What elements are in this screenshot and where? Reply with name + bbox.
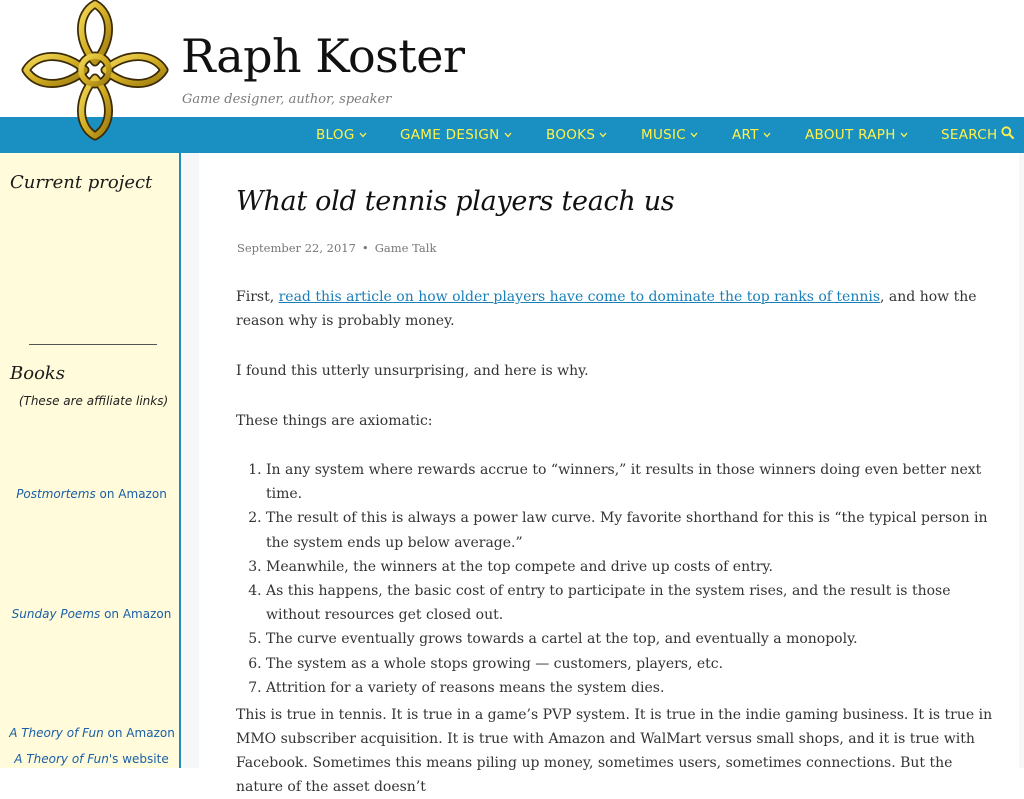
chevron-down-icon bbox=[690, 132, 698, 138]
paragraph-2: I found this utterly unsurprising, and here is why. bbox=[236, 363, 589, 379]
chevron-down-icon bbox=[504, 132, 512, 138]
nav-item-art[interactable] bbox=[732, 117, 771, 153]
sidebar-heading-current-project: Current project bbox=[10, 172, 153, 193]
nav-item-music[interactable] bbox=[641, 117, 698, 153]
post-meta bbox=[237, 241, 436, 255]
sidebar-heading-books: Books bbox=[10, 363, 66, 384]
nav-item-books[interactable] bbox=[546, 117, 607, 153]
book-title: A Theory of Fun bbox=[14, 752, 109, 766]
nav-item-label: BOOKS bbox=[546, 127, 596, 143]
site-tagline: Game designer, author, speaker bbox=[182, 92, 392, 107]
nav-item-search[interactable] bbox=[941, 117, 1014, 153]
nav-item-label: BLOG bbox=[316, 127, 355, 143]
list-item: 5. The curve eventually grows towards a cartel at the top, and eventually a monopoly. bbox=[266, 627, 996, 651]
nav-item-game-design[interactable] bbox=[400, 117, 512, 153]
sidebar-link-sunday-poems[interactable] bbox=[0, 608, 183, 621]
celtic-knot-logo-icon[interactable] bbox=[22, 0, 168, 140]
nav-item-label: SEARCH bbox=[941, 127, 998, 143]
intro-prefix: First, bbox=[236, 289, 279, 305]
affiliate-note: (These are affiliate links) bbox=[18, 394, 169, 408]
chevron-down-icon bbox=[900, 132, 908, 138]
chevron-down-icon bbox=[359, 132, 367, 138]
intro-paragraph bbox=[236, 285, 996, 333]
tennis-article-link[interactable]: read this article on how older players have come to dominate the top ranks of tennis bbox=[278, 289, 881, 305]
site-title[interactable]: Raph Koster bbox=[181, 29, 465, 83]
chevron-down-icon bbox=[763, 132, 771, 138]
link-suffix: on Amazon bbox=[103, 726, 175, 740]
list-item: 2. The result of this is always a power law curve. My favorite shorthand for this is “the typical person in the system ends up below average.” bbox=[266, 506, 996, 554]
sidebar-link-theory-of-fun-website[interactable] bbox=[0, 753, 183, 766]
book-title: A Theory of Fun bbox=[9, 726, 104, 740]
sidebar-divider bbox=[29, 344, 157, 345]
search-icon bbox=[1001, 117, 1014, 153]
sidebar-link-theory-of-fun-amazon[interactable] bbox=[4, 727, 180, 740]
nav-item-about-raph[interactable] bbox=[805, 117, 908, 153]
list-item: 4. As this happens, the basic cost of entry to participate in the system rises, and the result is those without resources get closed out. bbox=[266, 579, 996, 627]
nav-item-label: ABOUT RAPH bbox=[805, 127, 896, 143]
article bbox=[199, 153, 1019, 793]
link-suffix: on Amazon bbox=[100, 607, 172, 621]
list-item: 1. In any system where rewards accrue to “winners,” it results in those winners doing even better next time. bbox=[266, 458, 996, 506]
main-content bbox=[183, 153, 1024, 795]
nav-item-label: MUSIC bbox=[641, 127, 687, 143]
paragraph-3: These things are axiomatic: bbox=[236, 413, 433, 429]
nav-item-blog[interactable] bbox=[316, 117, 367, 153]
list-item: 3. Meanwhile, the winners at the top compete and drive up costs of entry. bbox=[266, 555, 996, 579]
axiom-list bbox=[236, 458, 996, 700]
chevron-down-icon bbox=[599, 132, 607, 138]
link-suffix: 's website bbox=[108, 752, 169, 766]
link-suffix: on Amazon bbox=[95, 487, 167, 501]
post-title: What old tennis players teach us bbox=[236, 186, 675, 217]
post-category[interactable]: Game Talk bbox=[374, 241, 437, 255]
book-title: Sunday Poems bbox=[11, 607, 101, 621]
list-item: 7. Attrition for a variety of reasons means the system dies. bbox=[266, 676, 996, 700]
post-date[interactable]: September 22, 2017 bbox=[237, 241, 356, 255]
intro-suffix: , and how the reason why is probably money. bbox=[236, 289, 977, 329]
nav-item-label: ART bbox=[732, 127, 759, 143]
sidebar-link-postmortems[interactable] bbox=[0, 488, 183, 501]
sidebar bbox=[0, 153, 181, 768]
meta-separator: • bbox=[361, 241, 369, 255]
book-title: Postmortems bbox=[16, 487, 96, 501]
list-item: 6. The system as a whole stops growing — customers, players, etc. bbox=[266, 652, 996, 676]
nav-item-label: GAME DESIGN bbox=[400, 127, 500, 143]
paragraph-4: This is true in tennis. It is true in a game’s PVP system. It is true in the indie gaming business. It is true in MMO subscriber acquisition. It is true with Amazon and WalMart versus small shops, and it is true with Facebook. Sometimes this means piling up money, sometimes users, sometimes connections. But the nature of the asset doesn’t bbox=[236, 707, 993, 795]
